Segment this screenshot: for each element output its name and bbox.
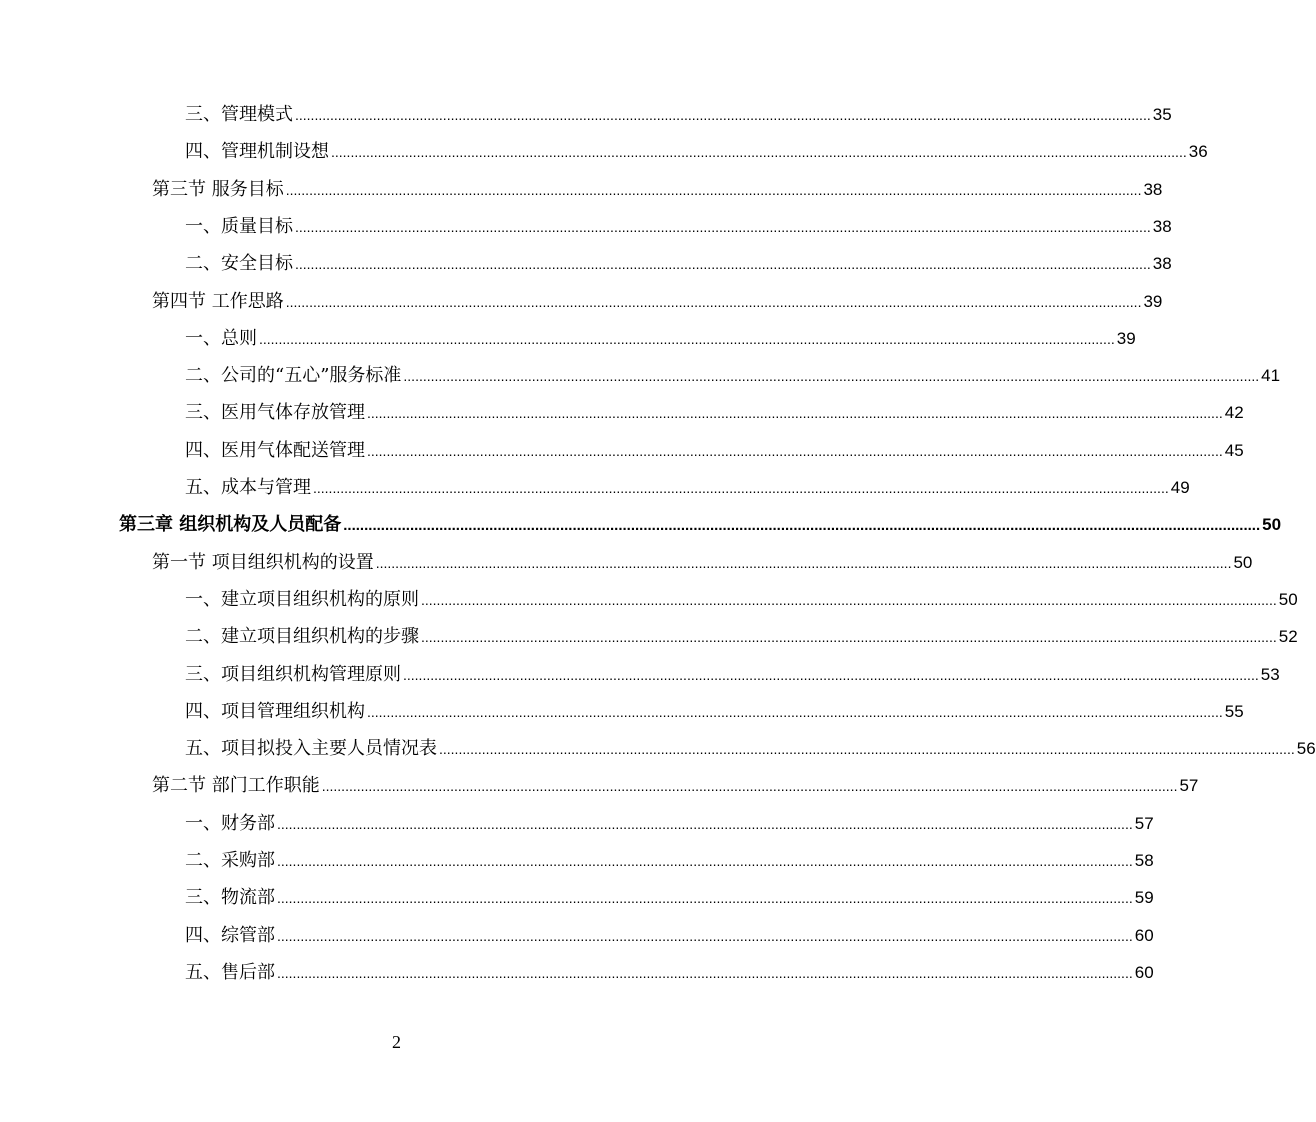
dot-leader: ............................................................................................................................................................................................................................ (403, 368, 1260, 385)
toc-entry[interactable] (185, 622, 1298, 652)
dot-leader: ............................................................................................................................................................................................................................ (403, 666, 1259, 683)
toc-entry[interactable] (185, 398, 1244, 428)
toc-entry[interactable] (185, 100, 1172, 130)
toc-entry-title: 第一节 项目组织机构的设置 (152, 551, 374, 573)
toc-entry-title: 一、建立项目组织机构的原则 (185, 588, 419, 610)
dot-leader: ............................................................................................................................................................................................................................ (295, 256, 1151, 273)
toc-entry-page: 59 (1134, 888, 1154, 908)
toc-entry[interactable] (185, 361, 1281, 391)
toc-entry-page: 60 (1134, 925, 1154, 945)
toc-entry-title: 二、公司的“五心”服务标准 (185, 365, 402, 387)
toc-entry-page: 50 (1233, 552, 1253, 572)
toc-entry[interactable] (152, 548, 1253, 578)
toc-entry-title: 一、质量目标 (185, 215, 293, 237)
toc-entry-page: 36 (1188, 142, 1208, 162)
dot-leader: ............................................................................................................................................................................................................................ (259, 330, 1115, 347)
toc-entry-page: 58 (1134, 851, 1154, 870)
dot-leader: ............................................................................................................................................................................................................................ (295, 218, 1151, 235)
dot-leader: ............................................................................................................................................................................................................................ (277, 815, 1133, 832)
dot-leader: ............................................................................................................................................................................................................................ (285, 181, 1142, 198)
toc-entry[interactable] (185, 697, 1244, 727)
toc-entry-page: 38 (1152, 216, 1172, 236)
toc-entry-page: 50 (1262, 515, 1282, 535)
toc-entry-title: 三、管理模式 (185, 104, 293, 125)
toc-entry-page: 41 (1261, 366, 1281, 386)
dot-leader: ............................................................................................................................................................................................................................ (295, 107, 1151, 123)
page-number: 2 (392, 1032, 401, 1052)
dot-leader: ............................................................................................................................................................................................................................ (313, 480, 1169, 496)
toc-entry-page: 45 (1224, 440, 1244, 460)
toc-entry[interactable] (152, 175, 1163, 205)
dot-leader: ............................................................................................................................................................................................................................ (277, 890, 1133, 907)
toc-entry-title: 五、售后部 (185, 961, 275, 983)
toc-entry-title: 四、项目管理组织机构 (185, 700, 365, 722)
toc-entry-page: 53 (1260, 664, 1280, 684)
toc-entry[interactable] (185, 212, 1172, 242)
toc-entry-title: 四、管理机制设想 (185, 141, 329, 163)
toc-entry[interactable] (152, 287, 1163, 317)
toc-entry-title: 四、综管部 (185, 924, 275, 946)
toc-entry-page: 60 (1134, 962, 1154, 982)
toc-entry-page: 55 (1224, 701, 1244, 721)
toc-entry-title: 第三节 服务目标 (152, 178, 284, 200)
toc-entry-title: 二、采购部 (185, 850, 275, 871)
dot-leader: ............................................................................................................................................................................................................................ (375, 554, 1232, 571)
toc-entry-page: 42 (1224, 403, 1244, 423)
dot-leader: ............................................................................................................................................................................................................................ (331, 144, 1187, 161)
toc-entry[interactable] (185, 473, 1190, 503)
dot-leader: ............................................................................................................................................................................................................................ (277, 853, 1133, 869)
toc-entry[interactable] (185, 660, 1280, 690)
dot-leader: ............................................................................................................................................................................................................................ (421, 591, 1277, 608)
dot-leader: ............................................................................................................................................................................................................................ (343, 517, 1261, 535)
toc-entry-page: 35 (1152, 105, 1172, 124)
toc-entry-title: 五、成本与管理 (185, 477, 311, 498)
dot-leader: ............................................................................................................................................................................................................................ (277, 927, 1133, 944)
toc-entry[interactable] (185, 734, 1316, 764)
toc-entry-page: 39 (1143, 291, 1163, 311)
toc-entry[interactable] (185, 809, 1154, 839)
toc-entry[interactable] (152, 771, 1199, 801)
toc-entry[interactable] (185, 324, 1136, 354)
dot-leader: ............................................................................................................................................................................................................................ (321, 778, 1178, 795)
toc-entry-page: 52 (1278, 627, 1298, 647)
toc-entry[interactable] (185, 958, 1154, 988)
toc-entry[interactable] (185, 137, 1208, 167)
toc-entry-title: 第二节 部门工作职能 (152, 775, 320, 797)
toc-entry[interactable] (185, 921, 1154, 951)
toc-entry-page: 49 (1170, 478, 1190, 497)
toc-entry-title: 三、医用气体存放管理 (185, 402, 365, 424)
toc-entry-title: 一、财务部 (185, 812, 275, 834)
toc-entry-title: 二、建立项目组织机构的步骤 (185, 626, 419, 648)
toc-entry-title: 第三章 组织机构及人员配备 (119, 514, 342, 536)
dot-leader: ............................................................................................................................................................................................................................ (439, 741, 1295, 758)
toc-entry-page: 50 (1278, 589, 1298, 609)
toc-entry-page: 38 (1143, 179, 1163, 199)
toc-entry-page: 57 (1179, 776, 1199, 796)
toc-entry[interactable] (185, 883, 1154, 913)
toc-entry[interactable] (119, 510, 1282, 540)
toc-entry[interactable] (185, 846, 1154, 876)
toc-entry-title: 二、安全目标 (185, 253, 293, 275)
toc-entry-page: 39 (1116, 328, 1136, 348)
toc-entry-title: 三、物流部 (185, 887, 275, 909)
toc-entry-page: 56 (1296, 739, 1316, 759)
dot-leader: ............................................................................................................................................................................................................................ (277, 964, 1133, 981)
toc-entry-page: 57 (1134, 813, 1154, 833)
toc-entry[interactable] (185, 249, 1172, 279)
dot-leader: ............................................................................................................................................................................................................................ (367, 442, 1223, 459)
dot-leader: ............................................................................................................................................................................................................................ (367, 405, 1223, 422)
dot-leader: ............................................................................................................................................................................................................................ (421, 629, 1277, 646)
toc-entry-title: 三、项目组织机构管理原则 (185, 663, 401, 685)
toc-entry-title: 四、医用气体配送管理 (185, 439, 365, 461)
dot-leader: ............................................................................................................................................................................................................................ (367, 703, 1223, 720)
toc-entry-title: 五、项目拟投入主要人员情况表 (185, 738, 437, 760)
toc-entry[interactable] (185, 585, 1298, 615)
toc-entry[interactable] (185, 436, 1244, 466)
dot-leader: ............................................................................................................................................................................................................................ (285, 293, 1142, 310)
toc-entry-title: 第四节 工作思路 (152, 290, 284, 312)
toc-entry-page: 38 (1152, 254, 1172, 274)
toc-entry-title: 一、总则 (185, 327, 257, 349)
